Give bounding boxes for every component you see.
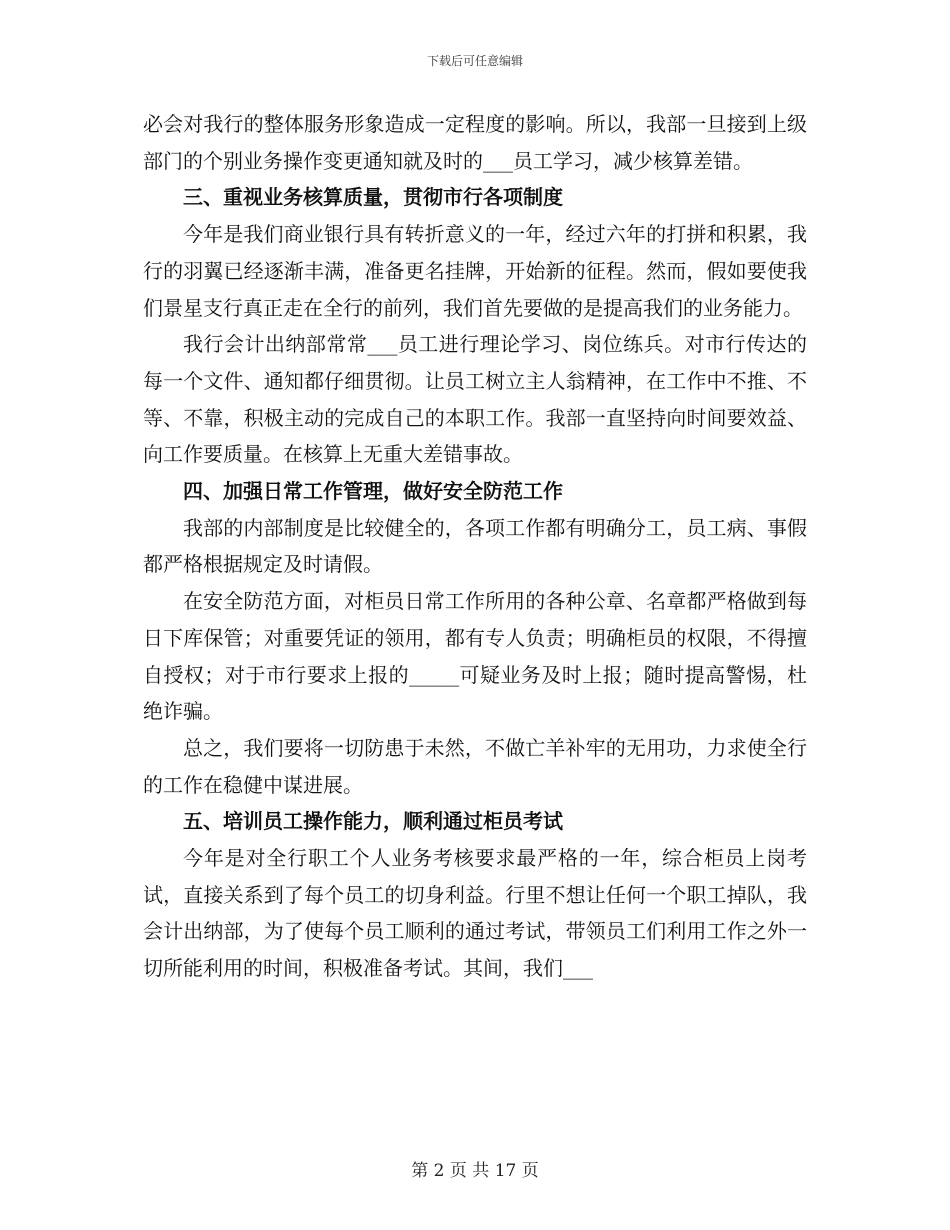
section-heading-3: 三、重视业务核算质量，贯彻市行各项制度: [183, 185, 563, 210]
page-header: 下载后可任意编辑: [426, 54, 523, 68]
document-body: [143, 106, 807, 987]
paragraph-7: 今年是对全行职工个人业务考核要求最严格的一年，综合柜员上岗考试，直接关系到了每个员工的切身利益。行里不想让任何一个职工掉队，我会计出纳部，为了使每个员工顺利的通过考试，带领员工们利用工作之外一切所能利用的时间，积极准备考试。其间，我们___: [143, 846, 807, 981]
paragraph-1: 必会对我行的整体服务形象造成一定程度的影响。所以，我部一旦接到上级部门的个别业务操作变更通知就及时的___员工学习，减少核算差错。: [143, 112, 807, 173]
section-heading-5: 五、培训员工操作能力，顺利通过柜员考试: [183, 809, 563, 834]
paragraph-4: 我部的内部制度是比较健全的，各项工作都有明确分工，员工病、事假都严格根据规定及时请假。: [143, 515, 807, 577]
paragraph-3: 我行会计出纳部常常___员工进行理论学习、岗位练兵。对市行传达的每一个文件、通知都仔细贯彻。让员工树立主人翁精神，在工作中不推、不等、不靠，积极主动的完成自己的本职工作。我部一直坚持向时间要效益、向工作要质量。在核算上无重大差错事故。: [143, 332, 807, 467]
paragraph-2: 今年是我们商业银行具有转折意义的一年，经过六年的打拼和积累，我行的羽翼已经逐渐丰满，准备更名挂牌，开始新的征程。然而，假如要使我们景星支行真正走在全行的前列，我们首先要做的是提高我们的业务能力。: [143, 222, 807, 320]
page-number: 第 2 页 共 17 页: [411, 1161, 539, 1181]
section-heading-4: 四、加强日常工作管理，做好安全防范工作: [183, 479, 563, 504]
paragraph-5: 在安全防范方面，对柜员日常工作所用的各种公章、名章都严格做到每日下库保管；对重要凭证的领用，都有专人负责；明确柜员的权限，不得擅自授权；对于市行要求上报的_____可疑业务及时上报；随时提高警惕，杜绝诈骗。: [143, 589, 807, 724]
paragraph-6: 总之，我们要将一切防患于未然，不做亡羊补牢的无用功，力求使全行的工作在稳健中谋进展。: [143, 735, 807, 797]
